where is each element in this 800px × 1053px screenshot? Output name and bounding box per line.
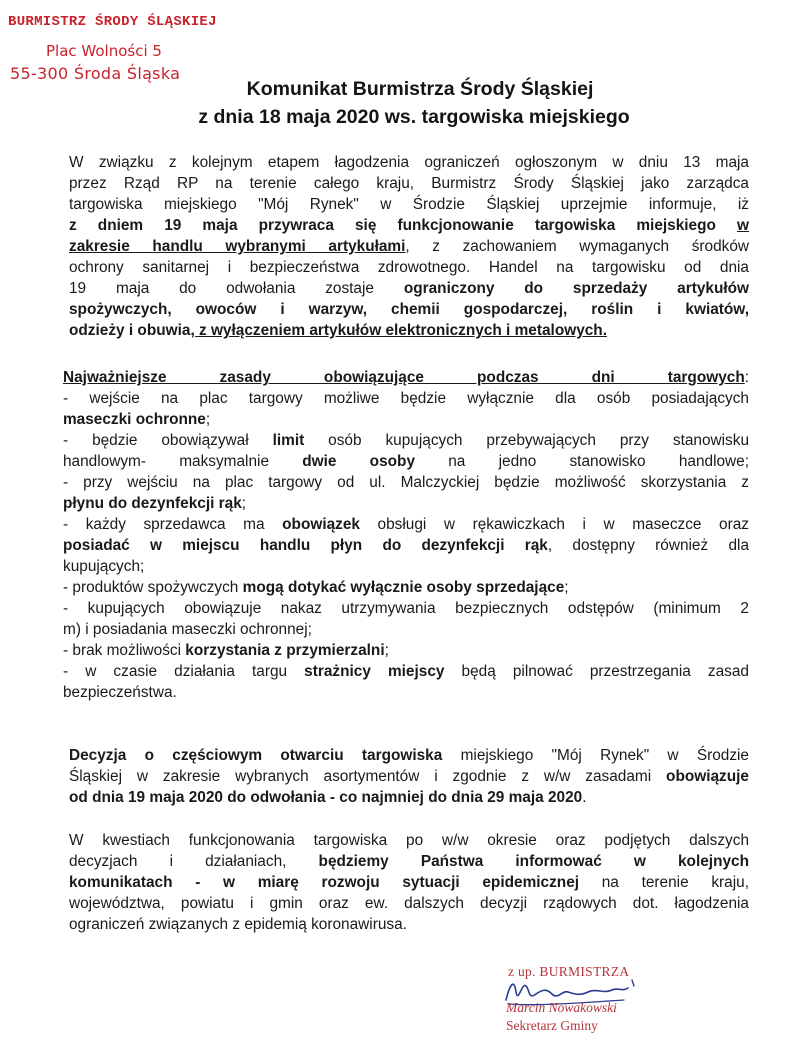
text-line xyxy=(69,278,749,299)
rule-item: - wejście na plac targowy możliwe będzie wyłącznie dla osób posiadających xyxy=(63,390,749,407)
text-line: przez Rząd RP na terenie całego kraju, Burmistrz Środy Śląskiej jako zarządca xyxy=(69,175,749,192)
signer-name: Marcin Nowakowski xyxy=(506,1000,617,1015)
stamp-city: 55-300 Środa Śląska xyxy=(10,64,181,83)
text-line: województwa, powiatu i gmin oraz ew. dalszych decyzji rządowych dot. łagodzenia xyxy=(69,895,749,912)
emphasis: będziemy Państwa informować w kolejnych xyxy=(318,853,749,870)
text-line: W kwestiach funkcjonowania targowiska po w/w okresie oraz podjętych dalszych xyxy=(69,832,749,849)
text-line xyxy=(69,320,749,341)
emphasis: strażnicy miejscy xyxy=(304,663,445,680)
rules-heading-text: Najważniejsze zasady obowiązujące podczas dni targowych xyxy=(63,369,745,386)
emphasis: zakresie handlu wybranymi artykułami xyxy=(69,238,406,255)
emphasis: dwie osoby xyxy=(302,453,416,470)
text-run: Śląskiej w zakresie wybranych asortymentów i zgodnie z w/w zasadami xyxy=(69,768,652,785)
signature-authority: z up. BURMISTRZA xyxy=(508,964,630,979)
emphasis: z dniem 19 maja przywraca się funkcjonowanie targowiska miejskiego xyxy=(69,217,716,234)
text-run: ; xyxy=(564,579,569,596)
text-line xyxy=(69,766,749,787)
text-run: ; xyxy=(241,495,247,512)
text-line xyxy=(69,215,749,236)
emphasis: mogą dotykać wyłącznie osoby sprzedające xyxy=(242,579,565,596)
text-run: handlowym- maksymalnie xyxy=(63,453,270,470)
emphasis: Decyzja o częściowym otwarciu targowiska xyxy=(69,747,443,764)
signer-title: Sekretarz Gminy xyxy=(506,1018,598,1033)
text-line xyxy=(69,851,749,872)
rules-heading xyxy=(63,367,749,388)
rule-item xyxy=(63,514,749,535)
text-run: będą pilnować przestrzegania zasad xyxy=(461,663,749,680)
rule-item: - kupujących obowiązuje nakaz utrzymywania bezpiecznych odstępów (minimum 2 xyxy=(63,600,749,617)
text-run: , z zachowaniem wymaganych środków xyxy=(405,238,750,255)
rule-item xyxy=(63,640,749,661)
stamp-title: BURMISTRZ ŚRODY ŚLĄSKIEJ xyxy=(8,14,217,30)
text-run: - brak możliwości xyxy=(63,642,182,659)
stamp-street: Plac Wolności 5 xyxy=(46,42,162,60)
emphasis: w xyxy=(737,217,750,234)
text-run: - produktów spożywczych xyxy=(63,579,239,596)
text-run: miejskiego "Mój Rynek" w Środzie xyxy=(460,747,749,764)
text-run: osób kupujących przebywających przy stanowisku xyxy=(328,432,750,449)
text-line xyxy=(69,299,749,320)
text-run: ; xyxy=(384,642,389,659)
rule-item xyxy=(63,430,749,451)
emphasis: obowiązuje xyxy=(666,768,749,785)
emphasis: płynu do dezynfekcji rąk xyxy=(63,495,242,512)
text-line xyxy=(69,787,749,808)
closing-paragraph xyxy=(69,830,749,935)
text-line xyxy=(69,745,749,766)
rule-item: - przy wejściu na plac targowy od ul. Malczyckiej będzie możliwość skorzystania z xyxy=(63,474,749,491)
rule-item xyxy=(63,661,749,682)
rule-item: bezpieczeństwa. xyxy=(63,684,177,701)
rule-item xyxy=(63,451,749,472)
emphasis: komunikatach - w miarę rozwoju sytuacji epidemicznej xyxy=(69,874,580,891)
text-line: ograniczeń związanych z epidemią koronawirusa. xyxy=(69,916,407,933)
office-stamp xyxy=(8,8,268,84)
text-run: : xyxy=(744,369,749,386)
text-line: W związku z kolejnym etapem łagodzenia ograniczeń ogłoszonym w dniu 13 maja xyxy=(69,154,749,171)
decision-paragraph xyxy=(69,745,749,808)
text-run: , dostępny również dla xyxy=(547,537,750,554)
intro-paragraph xyxy=(69,152,749,341)
emphasis: maseczki ochronne xyxy=(63,411,206,428)
emphasis: obowiązek xyxy=(282,516,360,533)
text-line xyxy=(69,872,749,893)
emphasis: od dnia 19 maja 2020 do odwołania - co najmniej do dnia 29 maja 2020 xyxy=(69,789,583,806)
emphasis: limit xyxy=(272,432,305,449)
rules-section xyxy=(63,367,749,703)
text-line xyxy=(69,236,749,257)
rule-item xyxy=(63,409,749,430)
signature-block xyxy=(500,958,670,1040)
text-run: . xyxy=(582,789,587,806)
text-line: ochrony sanitarnej i bezpieczeństwa zdrowotnego. Handel na targowisku od dnia xyxy=(69,259,749,276)
text-run: 19 maja do odwołania zostaje xyxy=(69,280,374,297)
text-line: targowiska miejskiego "Mój Rynek" w Środzie Śląskiej uprzejmie informuje, iż xyxy=(69,196,749,213)
document-title: Komunikat Burmistrza Środy Śląskiej xyxy=(246,78,594,100)
text-run: - każdy sprzedawca ma xyxy=(63,516,265,533)
text-run: - będzie obowiązywał xyxy=(63,432,249,449)
rule-item: m) i posiadania maseczki ochronnej; xyxy=(63,621,312,638)
rule-item xyxy=(63,577,749,598)
text-run: ; xyxy=(205,411,211,428)
emphasis: spożywczych, owoców i warzyw, chemii gospodarczej, roślin i kwiatów, xyxy=(69,301,749,318)
text-run: na terenie kraju, xyxy=(601,874,749,891)
rule-item: kupujących; xyxy=(63,558,145,575)
document-subtitle: z dnia 18 maja 2020 ws. targowiska miejskiego xyxy=(198,106,630,128)
rule-item xyxy=(63,493,749,514)
emphasis: , z wyłączeniem artykułów elektronicznych i metalowych. xyxy=(190,322,607,339)
text-run: - w czasie działania targu xyxy=(63,663,288,680)
text-run: decyzjach i działaniach, xyxy=(69,853,287,870)
emphasis: ograniczony do sprzedaży artykułów xyxy=(403,280,749,297)
emphasis: korzystania z przymierzalni xyxy=(185,642,385,659)
emphasis: odzieży i obuwia xyxy=(69,322,191,339)
rule-item xyxy=(63,535,749,556)
text-run: na jedno stanowisko handlowe; xyxy=(448,453,750,470)
emphasis: posiadać w miejscu handlu płyn do dezynfekcji rąk xyxy=(63,537,548,554)
text-run: obsługi w rękawiczkach i w maseczce oraz xyxy=(377,516,749,533)
